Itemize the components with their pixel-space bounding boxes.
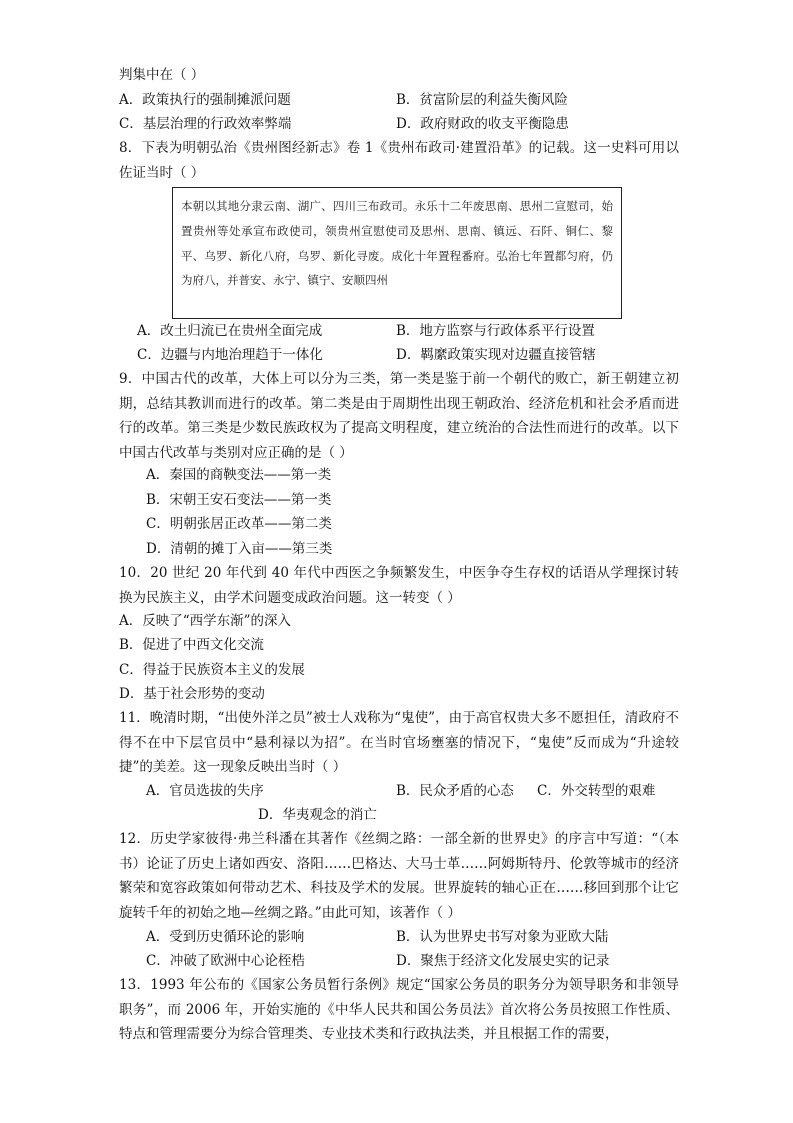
q12-stem: 12．历史学家彼得·弗兰科潘在其著作《丝绸之路：一部全新的世界史》的序言中写道：“（本书）论证了历史上诸如西安、洛阳……巴格达、大马士革……阿姆斯特丹、伦敦等城市的经济繁荣和宽容政策如何带动艺术、科技及学术的发展。世界旋转的轴心正在……移回到那个让它旋转千年的初始之地—丝绸之路。”由此可知，该著作（ ） — [119, 831, 679, 921]
q11-stem: 11．晚清时期，“出使外洋之员”被士人戏称为“鬼使”，由于高官权贵大多不愿担任，清政府不得不在中下层官员中“悬利禄以为招”。在当时官场壅塞的情况下，“鬼使”反而成为“升途较捷”的美差。这一现象反映出当时（ ） — [119, 710, 679, 775]
q9-option-c: C．明朝张居正改革——第二类 — [146, 516, 332, 532]
q9-option-b: B．宋朝王安石变法——第一类 — [146, 492, 332, 508]
q8-option-a: A．改土归流已在贵州全面完成 — [137, 323, 323, 339]
q7-option-b: B．贫富阶层的利益失衡风险 — [396, 92, 568, 108]
q8-source-excerpt: 本朝以其地分隶云南、湖广、四川三布政司。永乐十二年废思南、思州二宣慰司，始置贵州等处承宣布政使司，领贵州宣慰使司及思州、思南、镇远、石阡、铜仁、黎平、乌罗、新化八府，乌罗、新化寻废。成化十年置程番府。弘治七年置都匀府，仍为府八，并普安、永宁、镇宁、安顺四州 — [181, 199, 613, 288]
q9-option-a: A．秦国的商鞅变法——第一类 — [146, 467, 332, 483]
q7-option-d: D．政府财政的收支平衡隐患 — [396, 116, 569, 132]
q8-source-excerpt-box — [172, 187, 622, 319]
q11-option-a: A．官员选拔的失序 — [146, 783, 264, 799]
q9-option-d: D．清朝的摊丁入亩——第三类 — [146, 541, 333, 557]
q12-option-b: B．认为世界史书写对象为亚欧大陆 — [396, 929, 609, 945]
q12-option-c: C．冲破了欧洲中心论桎梏 — [146, 953, 305, 969]
q10-option-a: A．反映了“西学东渐”的深入 — [119, 613, 292, 629]
q8-option-d: D．羁縻政策实现对边疆直接管辖 — [396, 347, 596, 363]
q9-stem: 9．中国古代的改革，大体上可以分为三类，第一类是鉴于前一个朝代的败亡，新王朝建立初期，总结其教训而进行的改革。第二类是由于周期性出现王朝政治、经济危机和社会矛盾而进行的改革。第三类是少数民族政权为了提高文明程度，建立统治的合法性而进行的改革。以下中国古代改革与类别对应正确的是（ ） — [119, 371, 679, 461]
q8-option-b: B．地方监察与行政体系平行设置 — [396, 323, 595, 339]
q10-stem: 10．20 世纪 20 年代到 40 年代中西医之争频繁发生，中医争夺生存权的话语从学理探讨转换为民族主义，由学术问题变成政治问题。这一转变（ ） — [119, 565, 679, 606]
q8-option-c: C．边疆与内地治理趋于一体化 — [137, 347, 323, 363]
q10-option-b: B．促进了中西文化交流 — [119, 637, 264, 653]
q12-option-a: A．受到历史循环论的影响 — [146, 929, 305, 945]
q10-option-c: C．得益于民族资本主义的发展 — [119, 662, 305, 678]
q11-option-b: B．民众矛盾的心态 — [396, 783, 514, 799]
q7-option-a: A．政策执行的强制摊派问题 — [119, 92, 291, 108]
q7-continuation: 判集中在（ ） — [119, 67, 205, 83]
q12-option-d: D．聚焦于经济文化发展史实的记录 — [396, 953, 610, 969]
q8-stem: 8．下表为明朝弘治《贵州图经新志》卷 1《贵州布政司·建置沿革》的记载。这一史料可用以佐证当时（ ） — [119, 140, 679, 181]
q13-stem: 13．1993 年公布的《国家公务员暂行条例》规定“国家公务员的职务分为领导职务和非领导职务”，而 2006 年，开始实施的《中华人民共和国公务员法》首次将公务员按照工作性质、特点和管理需要分为综合管理类、专业技术类和行政执法类，并且根据工作的需要， — [119, 977, 679, 1042]
q11-option-d: D．华夷观念的消亡 — [258, 807, 377, 823]
q11-option-c: C．外交转型的艰难 — [537, 783, 656, 799]
q7-option-c: C．基层治理的行政效率弊端 — [119, 116, 292, 132]
q10-option-d: D．基于社会形势的变动 — [119, 686, 265, 702]
